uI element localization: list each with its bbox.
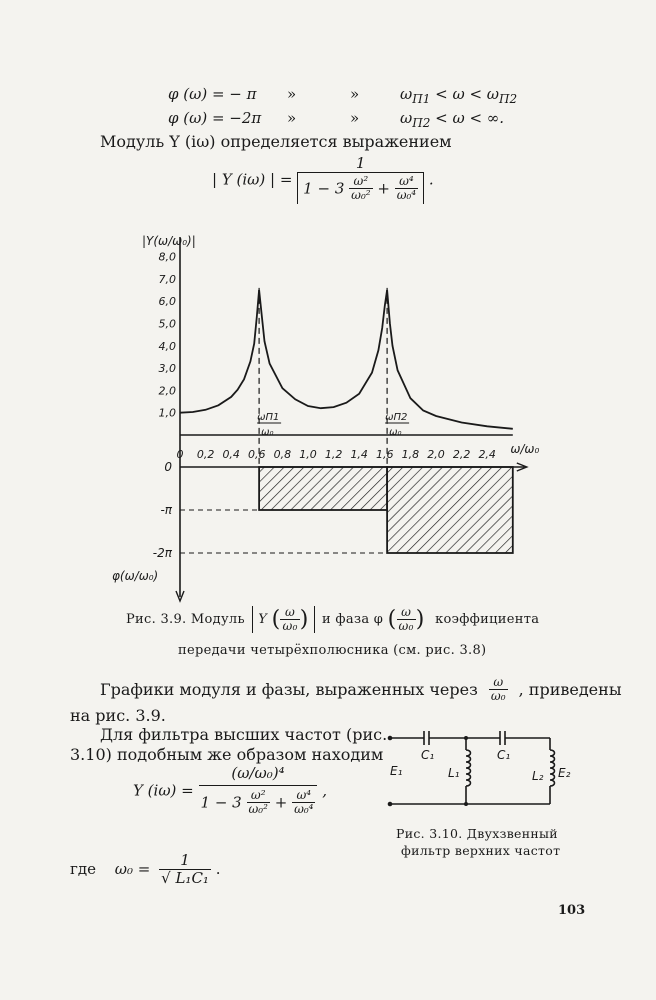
para2-line2: 3.10) подобным же образом находим: [70, 745, 384, 764]
y-tick-label: 2,0: [158, 384, 176, 398]
phase-level-pi: -π: [160, 503, 172, 517]
ditto-1a: »: [287, 85, 297, 103]
para1-frac-num: ω: [489, 676, 508, 690]
caption-mid: и фаза φ: [322, 612, 384, 628]
marker_2-den: ω₀: [389, 427, 402, 438]
x-tick-label: 1,0: [299, 448, 317, 461]
modulus-curve-2: [259, 290, 387, 408]
phase-line-2-lhs: φ (ω) = −2π: [168, 109, 262, 127]
module-sentence: Модуль Y (iω) определяется выражением: [100, 132, 452, 151]
y-tick-label: 1,0: [158, 406, 176, 420]
abs-formula: [212, 155, 434, 204]
eq2-lhs: Y (iω) =: [133, 781, 194, 800]
caption-b: коэффициента: [435, 612, 540, 628]
omega-p2: ω: [400, 109, 413, 127]
caption-Y: Y: [258, 612, 268, 628]
caption-frac-2-den: ω₀: [398, 619, 414, 634]
y-tick-label: 5,0: [158, 317, 176, 331]
eq2-num: (ω/ω₀)⁴: [199, 765, 318, 786]
caption-frac-1: [280, 606, 299, 633]
abs-w04: ω₀⁴: [396, 187, 417, 202]
para1-frac-den: ω₀: [490, 689, 506, 704]
y-tick-label: 3,0: [158, 362, 176, 376]
node-top: [464, 736, 468, 740]
circuit-caption-2: фильтр верхних частот: [401, 843, 561, 858]
eq2: [133, 765, 327, 816]
figure-3-9: [110, 225, 540, 610]
x-label: ω/ω₀: [510, 442, 540, 456]
w0-den: √ L₁C₁: [161, 868, 209, 887]
node-bottom: [464, 802, 468, 806]
ditto-1b: »: [350, 85, 360, 103]
abs-plus: +: [377, 178, 390, 197]
label-e2: E₂: [558, 766, 571, 780]
ditto-2b: »: [350, 109, 360, 127]
where-line: [70, 852, 221, 886]
label-c1b: C₁: [497, 748, 511, 762]
phase-line-1-cond: [400, 85, 517, 106]
eq2-den-a: 1 − 3: [200, 792, 242, 811]
x-tick-label: 2,0: [427, 448, 445, 461]
w0-frac: [159, 852, 211, 886]
caption-frac-1-num: ω: [280, 606, 299, 620]
phase-level-0: 0: [164, 460, 172, 474]
caption-frac-1-den: ω₀: [282, 619, 298, 634]
l1-coil: [466, 750, 471, 786]
eq2-frac-w2: [247, 789, 270, 816]
abs-fraction: [297, 155, 424, 204]
abs-lhs: | Y (iω) | =: [212, 170, 293, 189]
phase-block-2pi: [387, 467, 513, 553]
phase-block-pi: [259, 467, 387, 510]
eq2-frac-w4: [292, 789, 315, 816]
marker_2-num: ωП2: [385, 412, 408, 423]
eq2-w02: ω₀²: [248, 801, 268, 816]
caption-frac-2: [397, 606, 416, 633]
label-l1: L₁: [448, 766, 460, 780]
para1-line2: на рис. 3.9.: [70, 706, 166, 725]
figure-3-10: [380, 722, 580, 822]
caption-a: Рис. 3.9. Модуль: [126, 612, 245, 628]
y-tick-label: 6,0: [158, 295, 176, 309]
x-tick-label: 0,6: [248, 448, 266, 461]
x-tick-label: 2,2: [452, 448, 471, 461]
w0-lhs: ω₀ =: [114, 860, 151, 878]
para1-a: Графики модуля и фазы, выраженных через: [100, 680, 478, 700]
phase-line-2: [168, 109, 261, 127]
y-label-top: |Y(ω/ω₀)|: [142, 234, 196, 248]
abs-den: [297, 173, 424, 204]
abs-num: 1: [297, 155, 424, 173]
phase-line-2-cond: [400, 109, 504, 130]
phase-level-2pi: -2π: [152, 546, 172, 560]
modulus-curve-3: [387, 290, 513, 429]
x-tick-label: 1,6: [376, 448, 394, 461]
circuit-caption-1: Рис. 3.10. Двухзвенный: [396, 826, 558, 841]
y-label-bottom: φ(ω/ω₀): [112, 569, 159, 583]
w0-num: 1: [159, 852, 211, 870]
label-e1: E₁: [390, 764, 403, 778]
abs-frac-w4: [395, 175, 418, 202]
omega-p2b-sub: П2: [412, 116, 431, 130]
eq2-comma: ,: [322, 781, 328, 800]
where-word: где: [70, 860, 96, 878]
x-tick-label: 0: [176, 448, 184, 461]
phase-line-1-lhs: φ (ω) = − π: [168, 85, 257, 103]
figure-caption: Рис. 3.9. Модуль Y ( $\frac{\omega}{\text{ω₀}}$ ) и фаза φ ( $\frac{\omega}{\text{ω₀}}$ ) коэффициента: [126, 605, 540, 634]
label-l2: L₂: [532, 769, 544, 783]
eq2-frac: [199, 765, 318, 816]
terminal-bottom-left: [388, 802, 393, 807]
omega-p1: ω: [400, 85, 413, 103]
x-tick-label: 2,4: [478, 448, 496, 461]
abs-dot: .: [428, 170, 434, 189]
eq2-w2: ω²: [247, 789, 270, 803]
para1-b: , приведены: [518, 680, 622, 700]
omega-p2-sub: П2: [499, 92, 518, 106]
eq2-w04: ω₀⁴: [294, 801, 314, 816]
cond-1: < ω < ω: [430, 85, 500, 103]
abs-w02: ω₀²: [351, 187, 371, 202]
abs-den-a: 1 − 3: [303, 178, 345, 197]
page-number: 103: [558, 903, 586, 918]
x-tick-label: 1,4: [350, 448, 368, 461]
terminal-top-left: [388, 736, 393, 741]
para1: [100, 676, 622, 703]
abs-w4: ω⁴: [395, 175, 418, 189]
w0-dot: .: [215, 860, 221, 878]
para1-frac: [489, 676, 508, 703]
abs-w2: ω²: [349, 175, 372, 189]
x-tick-label: 0,2: [196, 448, 215, 461]
abs-frac-w2: [349, 175, 372, 202]
ditto-2a: »: [287, 109, 297, 127]
x-tick-label: 0,8: [273, 448, 292, 461]
marker_1-den: ω₀: [261, 427, 274, 438]
figure-caption-line2: передачи четырёхполюсника (см. рис. 3.8): [178, 643, 487, 658]
eq2-w4: ω⁴: [292, 789, 315, 803]
phase-line-1: [168, 85, 257, 103]
modulus-curve-1: [180, 290, 259, 413]
x-tick-label: 0,4: [222, 448, 240, 461]
x-tick-label: 1,2: [324, 448, 343, 461]
y-tick-label: 8,0: [158, 250, 176, 264]
chart-root: [112, 234, 539, 601]
para2-line1: Для фильтра высших частот (рис.: [100, 725, 388, 744]
cond-2: < ω < ∞.: [430, 109, 505, 127]
x-tick-label: 1,8: [401, 448, 420, 461]
label-c1: C₁: [421, 748, 435, 762]
l2-coil: [550, 750, 555, 786]
eq2-plus: +: [274, 792, 288, 811]
marker_1-num: ωП1: [257, 412, 280, 423]
y-tick-label: 4,0: [158, 339, 176, 353]
eq2-den: [199, 786, 318, 816]
caption-frac-2-num: ω: [397, 606, 416, 620]
caption-abs: Y ( $\frac{\omega}{\text{ω₀}}$ ): [252, 606, 314, 633]
y-tick-label: 7,0: [158, 272, 176, 286]
omega-p1-sub: П1: [412, 92, 431, 106]
